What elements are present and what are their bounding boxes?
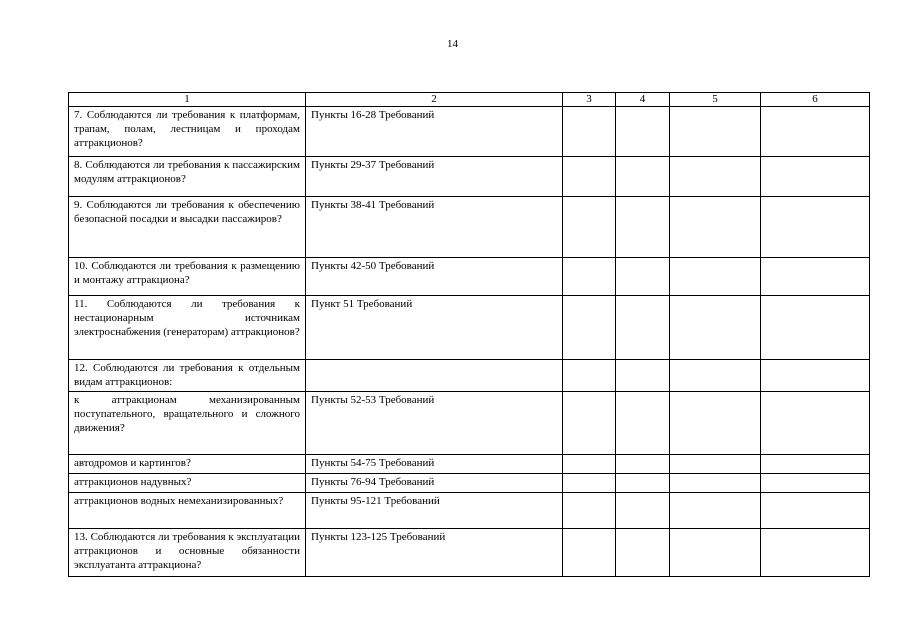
reference-cell: Пункты 16-28 Требований: [306, 107, 563, 157]
question-cell: к аттракционам механизированным поступательного, вращательного и сложного движения?: [69, 392, 306, 455]
empty-cell: [563, 455, 616, 474]
empty-cell: [761, 493, 870, 529]
reference-cell: [306, 360, 563, 392]
empty-cell: [670, 455, 761, 474]
empty-cell: [563, 258, 616, 296]
reference-cell: Пункты 42-50 Требований: [306, 258, 563, 296]
empty-cell: [761, 157, 870, 197]
empty-cell: [761, 296, 870, 360]
question-cell: аттракционов водных немеханизированных?: [69, 493, 306, 529]
table-row: [69, 107, 870, 157]
empty-cell: [670, 360, 761, 392]
empty-cell: [616, 493, 670, 529]
column-header-4: 4: [616, 93, 670, 107]
reference-cell: Пункты 95-121 Требований: [306, 493, 563, 529]
table-row: [69, 493, 870, 529]
question-cell: 7. Соблюдаются ли требования к платформам, трапам, полам, лестницам и проходам аттракционов?: [69, 107, 306, 157]
table-row: [69, 529, 870, 577]
empty-cell: [761, 455, 870, 474]
empty-cell: [761, 258, 870, 296]
empty-cell: [761, 474, 870, 493]
empty-cell: [670, 107, 761, 157]
empty-cell: [563, 493, 616, 529]
empty-cell: [616, 474, 670, 493]
reference-cell: Пункты 123-125 Требований: [306, 529, 563, 577]
table-row: [69, 258, 870, 296]
question-cell: 11. Соблюдаются ли требования к нестационарным источникам электроснабжения (генераторам) аттракционов?: [69, 296, 306, 360]
header-row: [69, 93, 870, 107]
empty-cell: [563, 529, 616, 577]
question-cell: автодромов и картингов?: [69, 455, 306, 474]
empty-cell: [670, 392, 761, 455]
question-cell: 9. Соблюдаются ли требования к обеспечению безопасной посадки и высадки пассажиров?: [69, 197, 306, 258]
empty-cell: [670, 474, 761, 493]
table-row: [69, 157, 870, 197]
empty-cell: [563, 392, 616, 455]
empty-cell: [616, 529, 670, 577]
empty-cell: [670, 296, 761, 360]
empty-cell: [616, 197, 670, 258]
question-cell: 10. Соблюдаются ли требования к размещению и монтажу аттракциона?: [69, 258, 306, 296]
empty-cell: [616, 107, 670, 157]
empty-cell: [616, 258, 670, 296]
empty-cell: [563, 296, 616, 360]
column-header-6: 6: [761, 93, 870, 107]
column-header-3: 3: [563, 93, 616, 107]
table-row: [69, 474, 870, 493]
question-cell: 8. Соблюдаются ли требования к пассажирским модулям аттракционов?: [69, 157, 306, 197]
question-cell: 12. Соблюдаются ли требования к отдельным видам аттракционов:: [69, 360, 306, 392]
empty-cell: [563, 197, 616, 258]
table-row: [69, 360, 870, 392]
empty-cell: [670, 529, 761, 577]
empty-cell: [761, 392, 870, 455]
empty-cell: [761, 197, 870, 258]
page-number: 14: [447, 38, 458, 50]
question-cell: 13. Соблюдаются ли требования к эксплуатации аттракционов и основные обязанности эксплуатанта аттракциона?: [69, 529, 306, 577]
empty-cell: [670, 157, 761, 197]
empty-cell: [563, 107, 616, 157]
reference-cell: Пункты 52-53 Требований: [306, 392, 563, 455]
reference-cell: Пункты 54-75 Требований: [306, 455, 563, 474]
empty-cell: [616, 360, 670, 392]
empty-cell: [616, 157, 670, 197]
empty-cell: [670, 258, 761, 296]
column-header-2: 2: [306, 93, 563, 107]
empty-cell: [761, 529, 870, 577]
reference-cell: Пункты 38-41 Требований: [306, 197, 563, 258]
empty-cell: [670, 493, 761, 529]
reference-cell: Пункт 51 Требований: [306, 296, 563, 360]
empty-cell: [616, 296, 670, 360]
reference-cell: Пункты 76-94 Требований: [306, 474, 563, 493]
empty-cell: [616, 455, 670, 474]
empty-cell: [616, 392, 670, 455]
empty-cell: [670, 197, 761, 258]
checklist-table: [68, 92, 870, 577]
empty-cell: [563, 474, 616, 493]
table-row: [69, 197, 870, 258]
empty-cell: [761, 360, 870, 392]
column-header-5: 5: [670, 93, 761, 107]
empty-cell: [563, 157, 616, 197]
question-cell: аттракционов надувных?: [69, 474, 306, 493]
reference-cell: Пункты 29-37 Требований: [306, 157, 563, 197]
table-row: [69, 455, 870, 474]
empty-cell: [761, 107, 870, 157]
column-header-1: 1: [69, 93, 306, 107]
table-row: [69, 296, 870, 360]
empty-cell: [563, 360, 616, 392]
table-row: [69, 392, 870, 455]
